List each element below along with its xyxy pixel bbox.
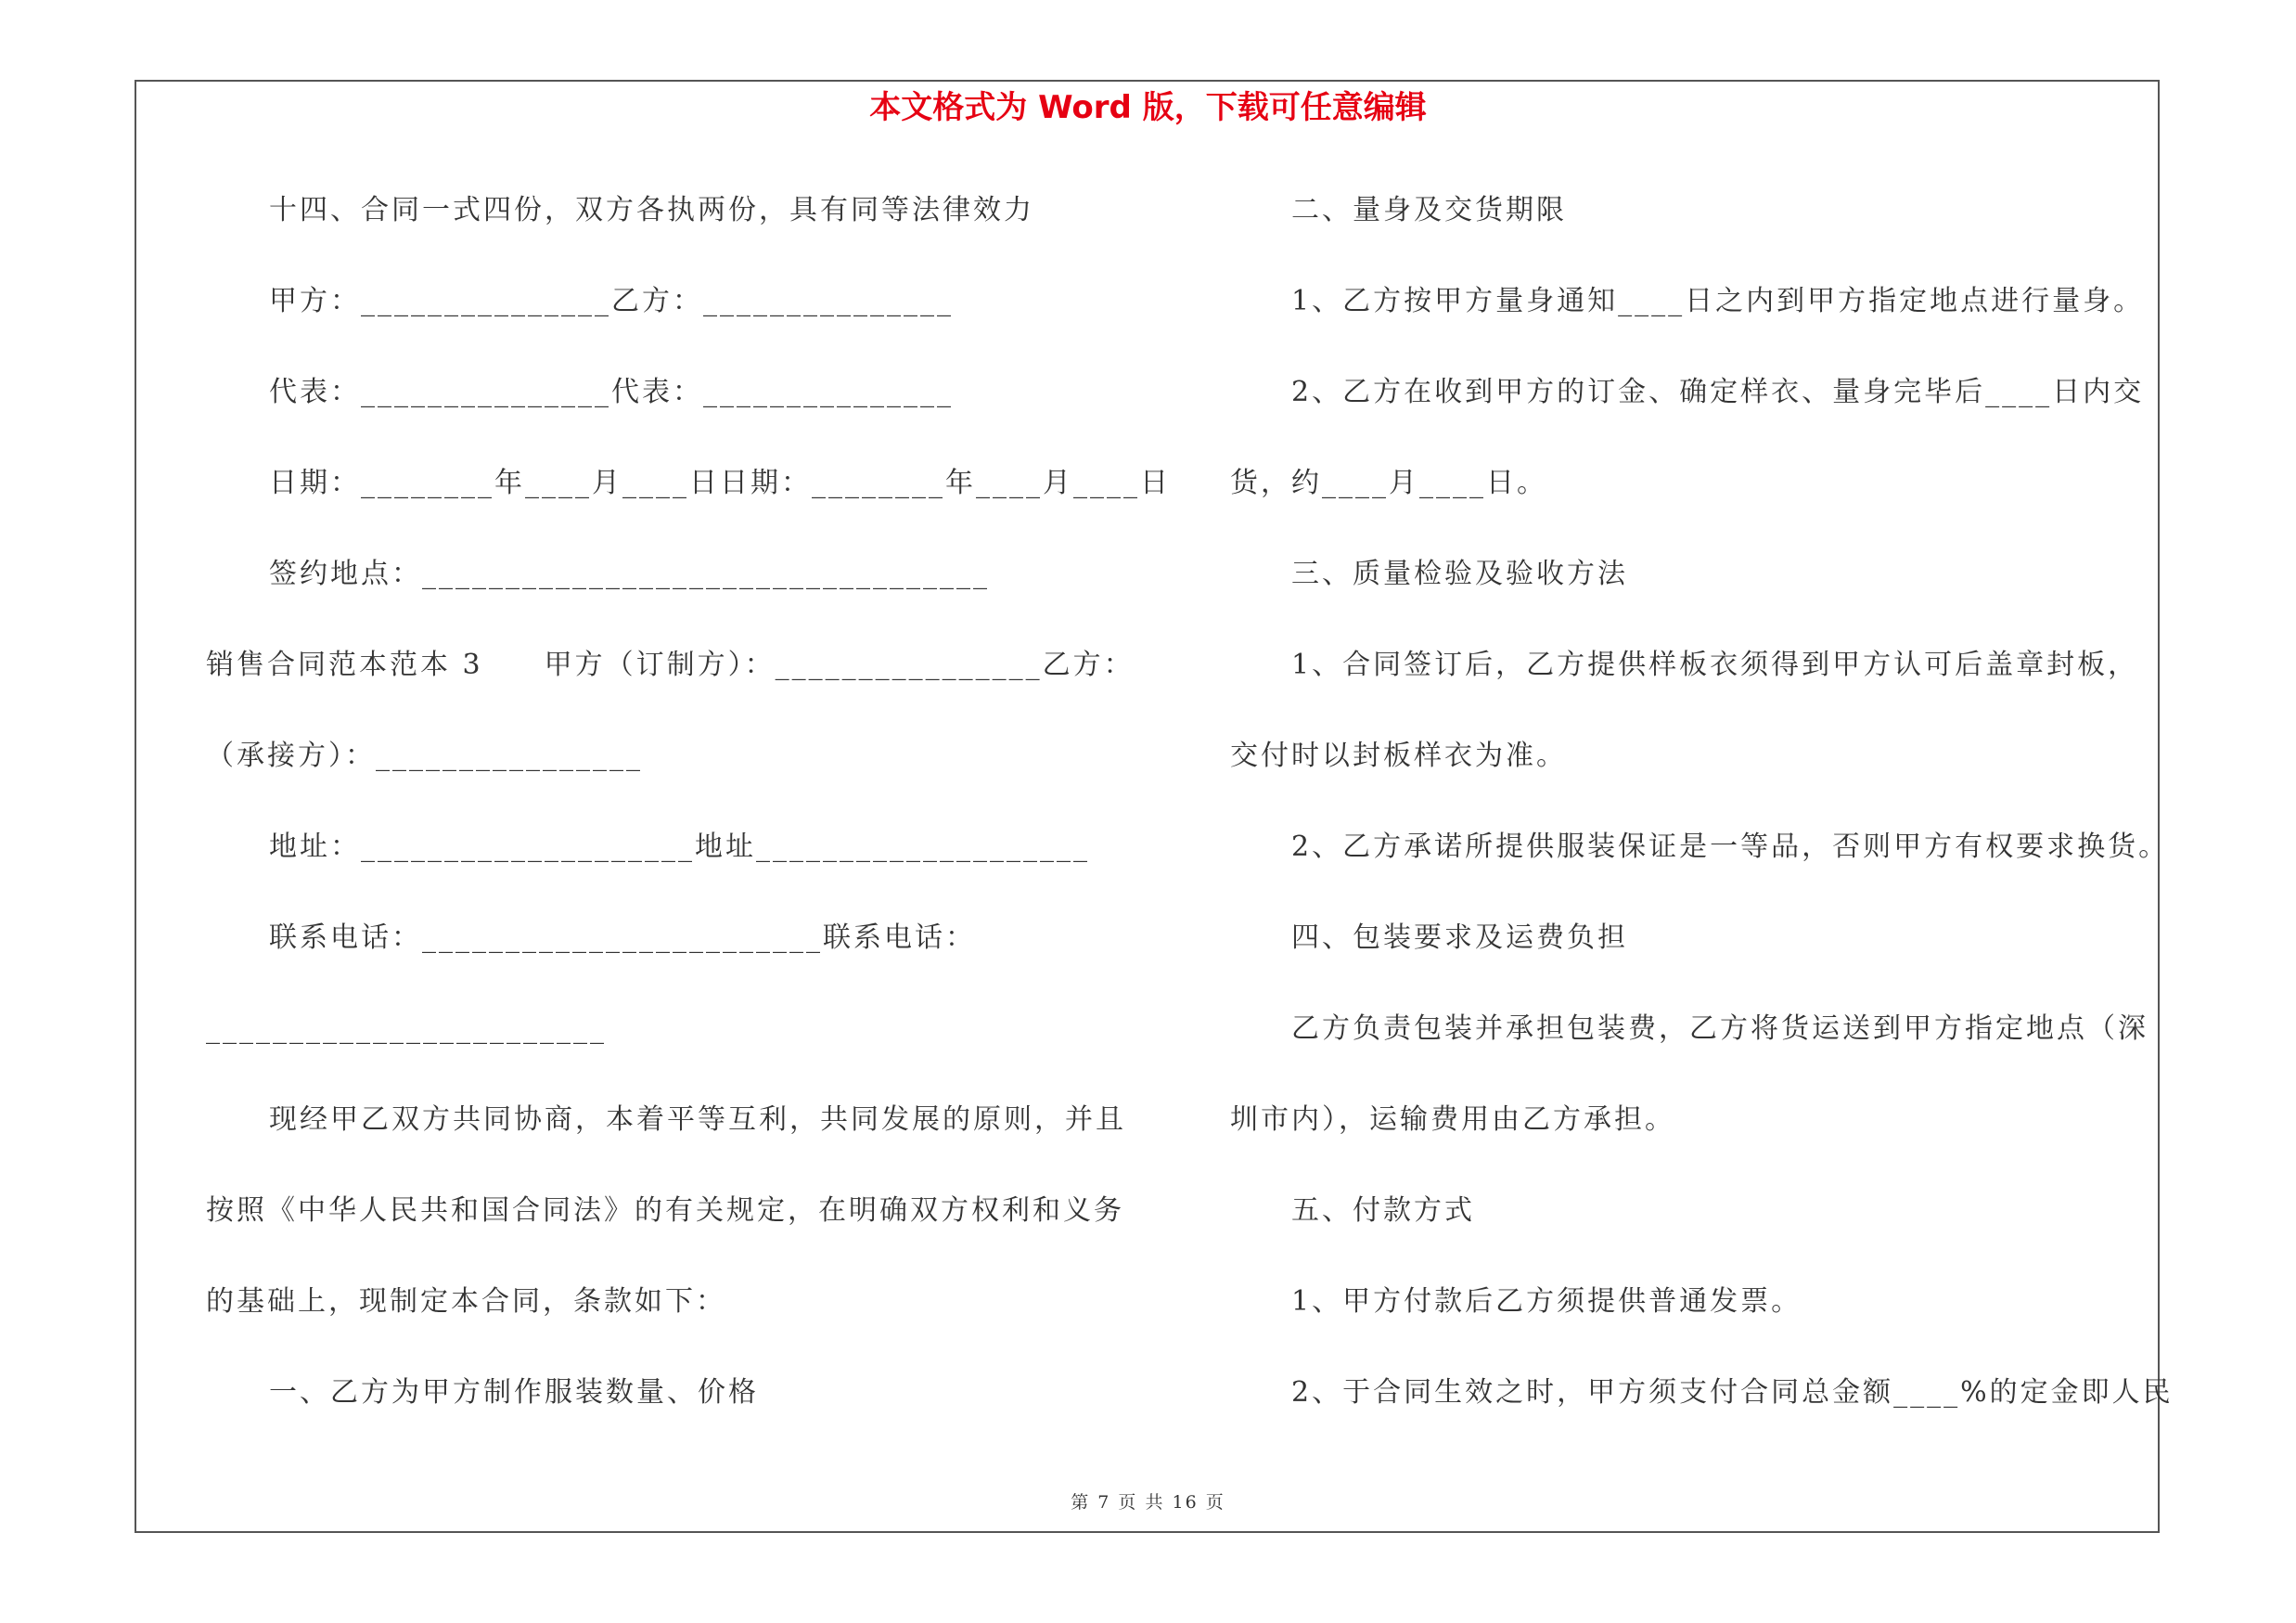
page-number: 第 7 页 共 16 页 <box>1071 1492 1225 1513</box>
phone-blank-line: ________________________ <box>206 1012 607 1045</box>
format-banner: 本文格式为 Word 版，下载可任意编辑 <box>869 89 1427 126</box>
party-a-b-signature-line: 甲方：_______________乙方：_______________ <box>269 285 954 317</box>
clause-3-item-2: 2、乙方承诺所提供服装保证是一等品，否则甲方有权要求换货。 <box>1291 831 2170 863</box>
preamble-line-3: 的基础上，现制定本合同，条款如下： <box>206 1285 726 1318</box>
clause-4-body-cont: 圳市内），运输费用由乙方承担。 <box>1230 1103 1675 1136</box>
representative-line: 代表：_______________代表：_______________ <box>269 376 954 408</box>
preamble-line-2: 按照《中华人民共和国合同法》的有关规定，在明确双方权利和义务 <box>206 1194 1124 1227</box>
signing-place-line: 签约地点：__________________________________ <box>269 558 990 590</box>
preamble-line-1: 现经甲乙双方共同协商，本着平等互利，共同发展的原则，并且 <box>269 1103 1126 1136</box>
clause-3-item-1-cont: 交付时以封板样衣为准。 <box>1230 740 1567 772</box>
clause-3-item-1: 1、合同签订后，乙方提供样板衣须得到甲方认可后盖章封板， <box>1291 649 2139 681</box>
clause-4-body: 乙方负责包装并承担包装费，乙方将货运送到甲方指定地点（深 <box>1291 1012 2148 1045</box>
clause-5-heading: 五、付款方式 <box>1291 1194 1475 1227</box>
phone-line: 联系电话：________________________联系电话： <box>269 921 976 954</box>
date-line: 日期：________年____月____日日期：________年____月____日 <box>269 467 1171 499</box>
address-line: 地址：____________________地址____________________ <box>269 831 1090 863</box>
clause-2-item-2-cont: 货，约____月____日。 <box>1230 467 1547 499</box>
clause-5-item-2: 2、于合同生效之时，甲方须支付合同总金额____%的定金即人民 <box>1291 1376 2174 1409</box>
clause-2-item-1: 1、乙方按甲方量身通知____日之内到甲方指定地点进行量身。 <box>1291 285 2145 317</box>
clause-1-heading: 一、乙方为甲方制作服装数量、价格 <box>269 1376 759 1409</box>
contract-template-heading: 销售合同范本范本 3 甲方（订制方）：________________乙方： <box>206 649 1135 681</box>
clause-14-copies: 十四、合同一式四份，双方各执两份，具有同等法律效力 <box>269 194 1034 226</box>
clause-2-heading: 二、量身及交货期限 <box>1291 194 1567 226</box>
contractor-line: （承接方）：________________ <box>206 740 643 772</box>
clause-5-item-1: 1、甲方付款后乙方须提供普通发票。 <box>1291 1285 1802 1318</box>
clause-3-heading: 三、质量检验及验收方法 <box>1291 558 1628 590</box>
clause-4-heading: 四、包装要求及运费负担 <box>1291 921 1628 954</box>
clause-2-item-2: 2、乙方在收到甲方的订金、确定样衣、量身完毕后____日内交 <box>1291 376 2145 408</box>
